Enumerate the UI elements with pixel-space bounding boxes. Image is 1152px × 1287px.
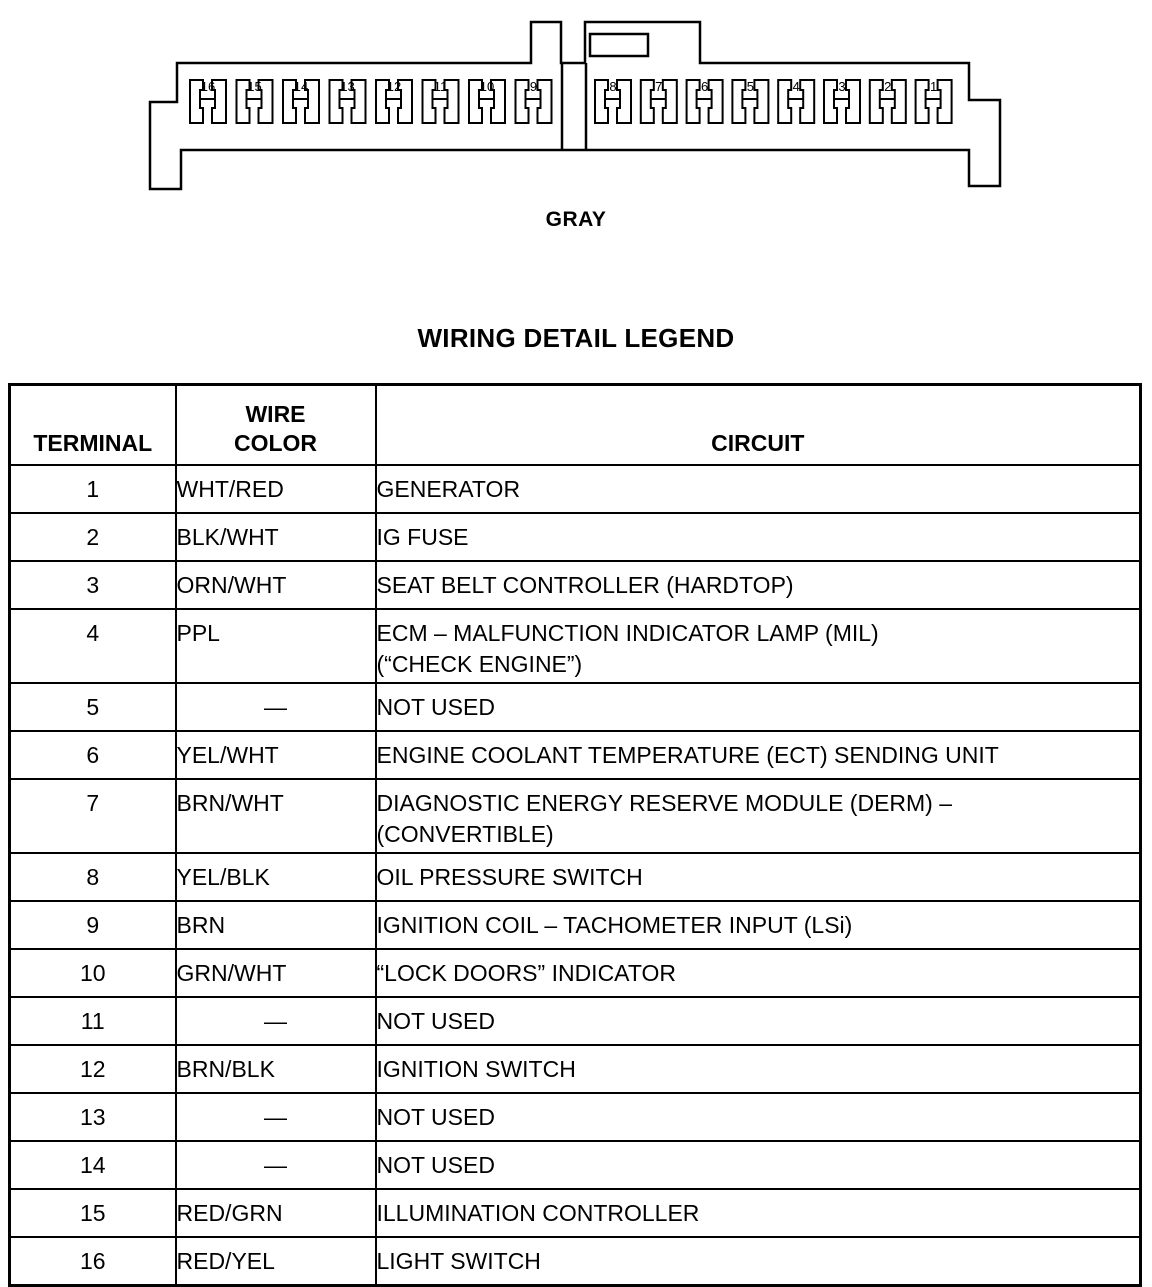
circuit-text: “LOCK DOORS” INDICATOR (376, 960, 676, 986)
circuit-cell (376, 683, 1141, 731)
circuit-text: NOT USED (376, 1152, 495, 1178)
connector-pin-number: 12 (386, 79, 402, 94)
circuit-cell (376, 561, 1141, 609)
wiring-legend-table (8, 383, 1142, 1287)
legend-row (10, 779, 1141, 853)
connector-pin-number: 15 (247, 79, 262, 94)
terminal-cell: 6 (10, 731, 176, 779)
connector-pin-number: 2 (884, 79, 892, 94)
header-wire-color-line1: WIRE (245, 401, 306, 427)
wire-color-cell: ORN/WHT (176, 561, 376, 609)
circuit-text: ECM – MALFUNCTION INDICATOR LAMP (MIL) (376, 620, 879, 646)
connector-pin-number: 5 (746, 79, 755, 94)
terminal-cell: 10 (10, 949, 176, 997)
header-circuit: CIRCUIT (376, 385, 1141, 466)
terminal-cell: 15 (10, 1189, 176, 1237)
terminal-cell: 7 (10, 779, 176, 853)
wire-color-cell: PPL (176, 609, 376, 683)
circuit-text: ILLUMINATION CONTROLLER (376, 1200, 700, 1226)
legend-title: WIRING DETAIL LEGEND (417, 323, 735, 353)
terminal-cell: 8 (10, 853, 176, 901)
terminal-cell: 13 (10, 1093, 176, 1141)
legend-header-row (10, 385, 1141, 466)
terminal-cell: 11 (10, 997, 176, 1045)
legend-row (10, 949, 1141, 997)
terminal-cell: 16 (10, 1237, 176, 1286)
legend-row (10, 683, 1141, 731)
circuit-text: DIAGNOSTIC ENERGY RESERVE MODULE (DERM) – (376, 790, 953, 816)
connector-diagram (0, 0, 1152, 200)
connector-pin-number: 6 (700, 79, 709, 94)
wire-color-cell: GRN/WHT (176, 949, 376, 997)
connector-outline (150, 22, 1000, 189)
connector-color-label: GRAY (545, 208, 607, 231)
connector-pin-number: 11 (433, 79, 448, 94)
wire-color-cell: BRN/BLK (176, 1045, 376, 1093)
circuit-cell (376, 1189, 1141, 1237)
circuit-text: GENERATOR (376, 476, 521, 502)
wire-color-cell: WHT/RED (176, 465, 376, 513)
wire-color-cell: — (176, 1093, 376, 1141)
circuit-text-line2: (CONVERTIBLE) (376, 821, 554, 847)
connector-pin-number: 8 (609, 79, 617, 94)
connector-pin-number: 16 (200, 79, 216, 94)
circuit-text: SEAT BELT CONTROLLER (HARDTOP) (376, 572, 794, 598)
circuit-cell (376, 731, 1141, 779)
wire-color-cell: BRN/WHT (176, 779, 376, 853)
wire-color-cell: RED/YEL (176, 1237, 376, 1286)
circuit-cell (376, 1045, 1141, 1093)
circuit-cell (376, 1141, 1141, 1189)
legend-row (10, 997, 1141, 1045)
legend-row (10, 1141, 1141, 1189)
terminal-cell: 1 (10, 465, 176, 513)
header-terminal: TERMINAL (10, 385, 176, 466)
legend-row (10, 465, 1141, 513)
connector-latch (590, 34, 648, 56)
legend-row (10, 513, 1141, 561)
connector-pin-number: 3 (838, 79, 846, 94)
legend-row (10, 901, 1141, 949)
wire-color-cell: RED/GRN (176, 1189, 376, 1237)
legend-row (10, 561, 1141, 609)
connector-pin-number: 9 (529, 79, 538, 94)
circuit-text: ENGINE COOLANT TEMPERATURE (ECT) SENDING UNIT (376, 742, 999, 768)
circuit-text: IG FUSE (376, 524, 469, 550)
terminal-cell: 14 (10, 1141, 176, 1189)
circuit-cell (376, 779, 1141, 853)
legend-row (10, 731, 1141, 779)
legend-row (10, 1189, 1141, 1237)
header-wire-color-line2: COLOR (233, 430, 318, 456)
wire-color-cell: BRN (176, 901, 376, 949)
connector-pin-number: 4 (792, 79, 800, 94)
circuit-cell (376, 949, 1141, 997)
circuit-text: IGNITION SWITCH (376, 1056, 576, 1082)
legend-row (10, 1093, 1141, 1141)
circuit-cell (376, 1093, 1141, 1141)
circuit-text: IGNITION COIL – TACHOMETER INPUT (LSi) (376, 912, 853, 938)
legend-row (10, 1045, 1141, 1093)
circuit-text-line2: (“CHECK ENGINE”) (376, 651, 583, 677)
circuit-cell (376, 609, 1141, 683)
terminal-cell: 3 (10, 561, 176, 609)
circuit-text: NOT USED (376, 694, 495, 720)
connector-pin-number: 13 (340, 79, 355, 94)
terminal-cell: 2 (10, 513, 176, 561)
wire-color-cell: — (176, 1141, 376, 1189)
wire-color-cell: YEL/BLK (176, 853, 376, 901)
circuit-text: NOT USED (376, 1008, 495, 1034)
legend-row (10, 609, 1141, 683)
terminal-cell: 4 (10, 609, 176, 683)
wire-color-cell: — (176, 997, 376, 1045)
terminal-cell: 5 (10, 683, 176, 731)
circuit-cell (376, 901, 1141, 949)
wire-color-cell: BLK/WHT (176, 513, 376, 561)
circuit-cell (376, 465, 1141, 513)
circuit-cell (376, 1237, 1141, 1286)
connector-pin-number: 1 (929, 79, 938, 94)
legend-row (10, 1237, 1141, 1286)
header-wire-color (176, 385, 376, 466)
wire-color-cell: — (176, 683, 376, 731)
wire-color-cell: YEL/WHT (176, 731, 376, 779)
connector-pin-number: 7 (655, 79, 663, 94)
circuit-cell (376, 513, 1141, 561)
connector-pin-number: 10 (479, 79, 495, 94)
terminal-cell: 12 (10, 1045, 176, 1093)
circuit-cell (376, 853, 1141, 901)
circuit-text: NOT USED (376, 1104, 495, 1130)
connector-pin-number: 14 (293, 79, 309, 94)
circuit-cell (376, 997, 1141, 1045)
terminal-cell: 9 (10, 901, 176, 949)
circuit-text: OIL PRESSURE SWITCH (376, 864, 643, 890)
circuit-text: LIGHT SWITCH (376, 1248, 541, 1274)
legend-row (10, 853, 1141, 901)
